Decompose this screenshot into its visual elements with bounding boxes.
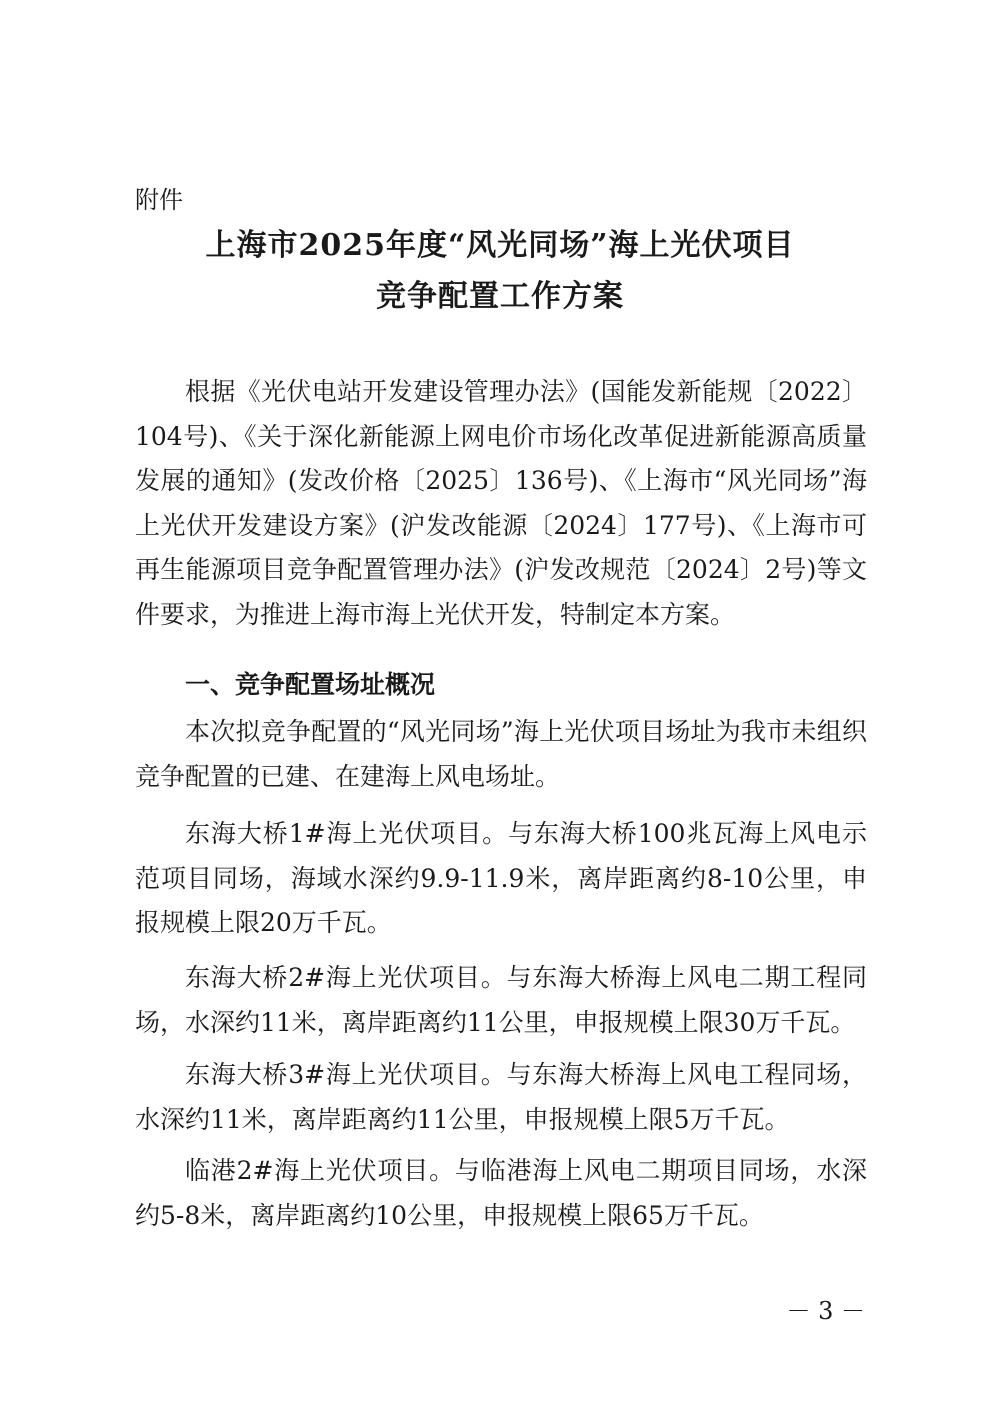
project-paragraph-donghai-3: 东海大桥3#海上光伏项目。与东海大桥海上风电工程同场，水深约11米，离岸距离约11公里，申报规模上限5万千瓦。 — [135, 1060, 867, 1134]
attachment-label: 附件 — [135, 186, 183, 214]
intro-paragraph: 根据《光伏电站开发建设管理办法》(国能发新能规〔2022〕104号)、《关于深化新能源上网电价市场化改革促进新能源高质量发展的通知》(发改价格〔2025〕136号)、《上海市“风光同场”海上光伏开发建设方案》(沪发改能源〔2024〕177号)、《上海市可再生能源项目竞争配置管理办法》(沪发改规范〔2024〕2号)等文件要求，为推进上海市海上光伏开发，特制定本方案。 — [135, 377, 867, 629]
page-number: － 3 － — [786, 1297, 865, 1325]
section1-overview-paragraph: 本次拟竞争配置的“风光同场”海上光伏项目场址为我市未组织竞争配置的已建、在建海上风电场址。 — [135, 717, 867, 791]
project-paragraph-donghai-2: 东海大桥2#海上光伏项目。与东海大桥海上风电二期工程同场，水深约11米，离岸距离约11公里，申报规模上限30万千瓦。 — [135, 963, 867, 1037]
document-title-line2: 竞争配置工作方案 — [376, 279, 624, 314]
document-title-line1: 上海市2025年度“风光同场”海上光伏项目 — [205, 228, 795, 263]
project-paragraph-lingang-2: 临港2#海上光伏项目。与临港海上风电二期项目同场，水深约5-8米，离岸距离约10公里，申报规模上限65万千瓦。 — [135, 1156, 867, 1230]
project-paragraph-donghai-1: 东海大桥1#海上光伏项目。与东海大桥100兆瓦海上风电示范项目同场，海域水深约9.9-11.9米，离岸距离约8-10公里，申报规模上限20万千瓦。 — [135, 819, 867, 937]
section1-heading: 一、竞争配置场址概况 — [185, 670, 436, 699]
